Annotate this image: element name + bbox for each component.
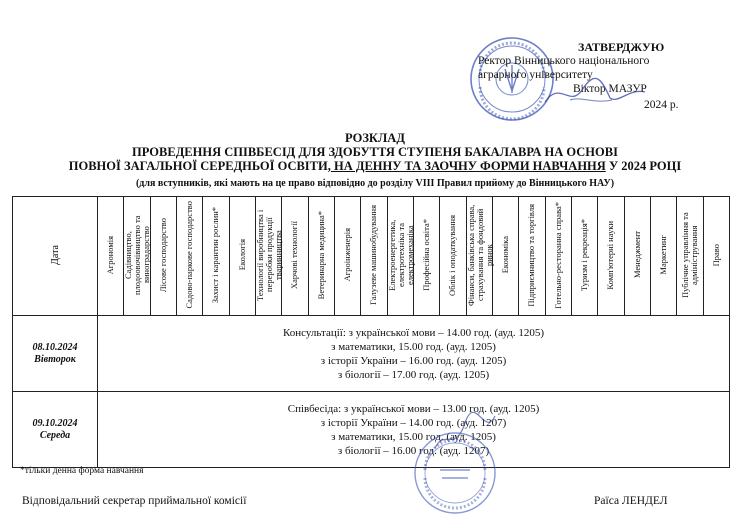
program-column-header: Готельно-ресторанна справа* [545,197,571,316]
program-column-header: Харчові технології [282,197,308,316]
program-column-header: Садівництво, плодоовочівництво та виноградарство [124,197,150,316]
program-column-header: Екологія [229,197,255,316]
secretary-name: Раїса ЛЕНДЕЛ [594,495,668,507]
rector-signature [540,70,650,110]
date-column-header: Дата [13,197,98,316]
program-column-header: Технології виробництва і переробки продукції тваринництва [255,197,281,316]
approval-title: ЗАТВЕРДЖУЮ [578,40,665,54]
program-column-header: Лісове господарство [150,197,176,316]
program-column-header: Підприємництво та торгівля [519,197,545,316]
program-column-header: Професійна освіта* [413,197,439,316]
program-column-header: Туризм і рекреація* [571,197,597,316]
program-column-header: Економіка [492,197,518,316]
approval-year: 2024 р. [644,99,679,111]
program-column-header: Менеджмент [624,197,650,316]
schedule-subtitle-1: ПРОВЕДЕННЯ СПІВБЕСІД ДЛЯ ЗДОБУТТЯ СТУПЕНЯ БАКАЛАВРА НА ОСНОВІ [132,145,618,159]
row-details-cell: Співбесіда: з української мови – 13.00 год. (ауд. 1205) з історії України – 14.00 год. (ауд. 1207) з математики, 15.00 год. (ауд. 1205) з біології – 16.00 год. (ауд. 1207) [98,392,730,468]
program-column-header: Маркетинг [650,197,676,316]
schedule-subtitle-2: ПОВНОЇ ЗАГАЛЬНОЇ СЕРЕДНЬОЇ ОСВІТИ, НА ДЕННУ ТА ЗАОЧНУ ФОРМИ НАВЧАННЯ У 2024 РОЦІ [68,159,682,173]
program-column-header: Фінанси, банківська справа, страхування та фондовий ринок [466,197,492,316]
program-column-header: Агрономія [98,197,124,316]
program-column-header: Захист і карантин рослин* [203,197,229,316]
table-row [13,316,730,392]
secretary-role: Відповідальний секретар приймальної комісії [22,495,247,507]
footnote: *тільки денна форма навчання [20,466,144,476]
secretary-signature [430,408,500,458]
program-column-header: Право [703,197,729,316]
row-details-cell: Консультації: з української мови – 14.00 год. (ауд. 1205) з математики, 15.00 год. (ауд. 1205) з історії України – 16.00 год. (ауд. 1205) з біології – 17.00 год. (ауд. 1205) [98,316,730,392]
approval-rector-name: Віктор МАЗУР [573,83,647,95]
row-date-cell: 08.10.2024 Вівторок [13,316,98,392]
program-column-header: Ветеринарна медицина* [308,197,334,316]
row-date-cell: 09.10.2024 Середа [13,392,98,468]
table-row [13,392,730,468]
program-column-header: Облік і оподаткування [440,197,466,316]
schedule-eligibility-note: (для вступників, які мають на це право відповідно до розділу VIII Правил прийому до Вінницького НАУ) [135,178,615,189]
table-header-row [13,197,730,316]
program-column-header: Садово-паркове господарство [176,197,202,316]
program-column-header: Галузеве машинобудування [361,197,387,316]
program-column-header: Публічне управління та адміністрування [677,197,703,316]
program-column-header: Комп'ютерні науки [598,197,624,316]
program-column-header: Агроінженерія [334,197,360,316]
document-header [0,131,750,191]
program-column-header: Електроенергетика, електротехніка та електромеханіка [387,197,413,316]
approval-line-1: Ректор Вінницького національного [478,55,650,67]
approval-line-2: аграрного університету [478,69,593,81]
schedule-table [12,196,730,468]
schedule-title: РОЗКЛАД [345,131,405,145]
